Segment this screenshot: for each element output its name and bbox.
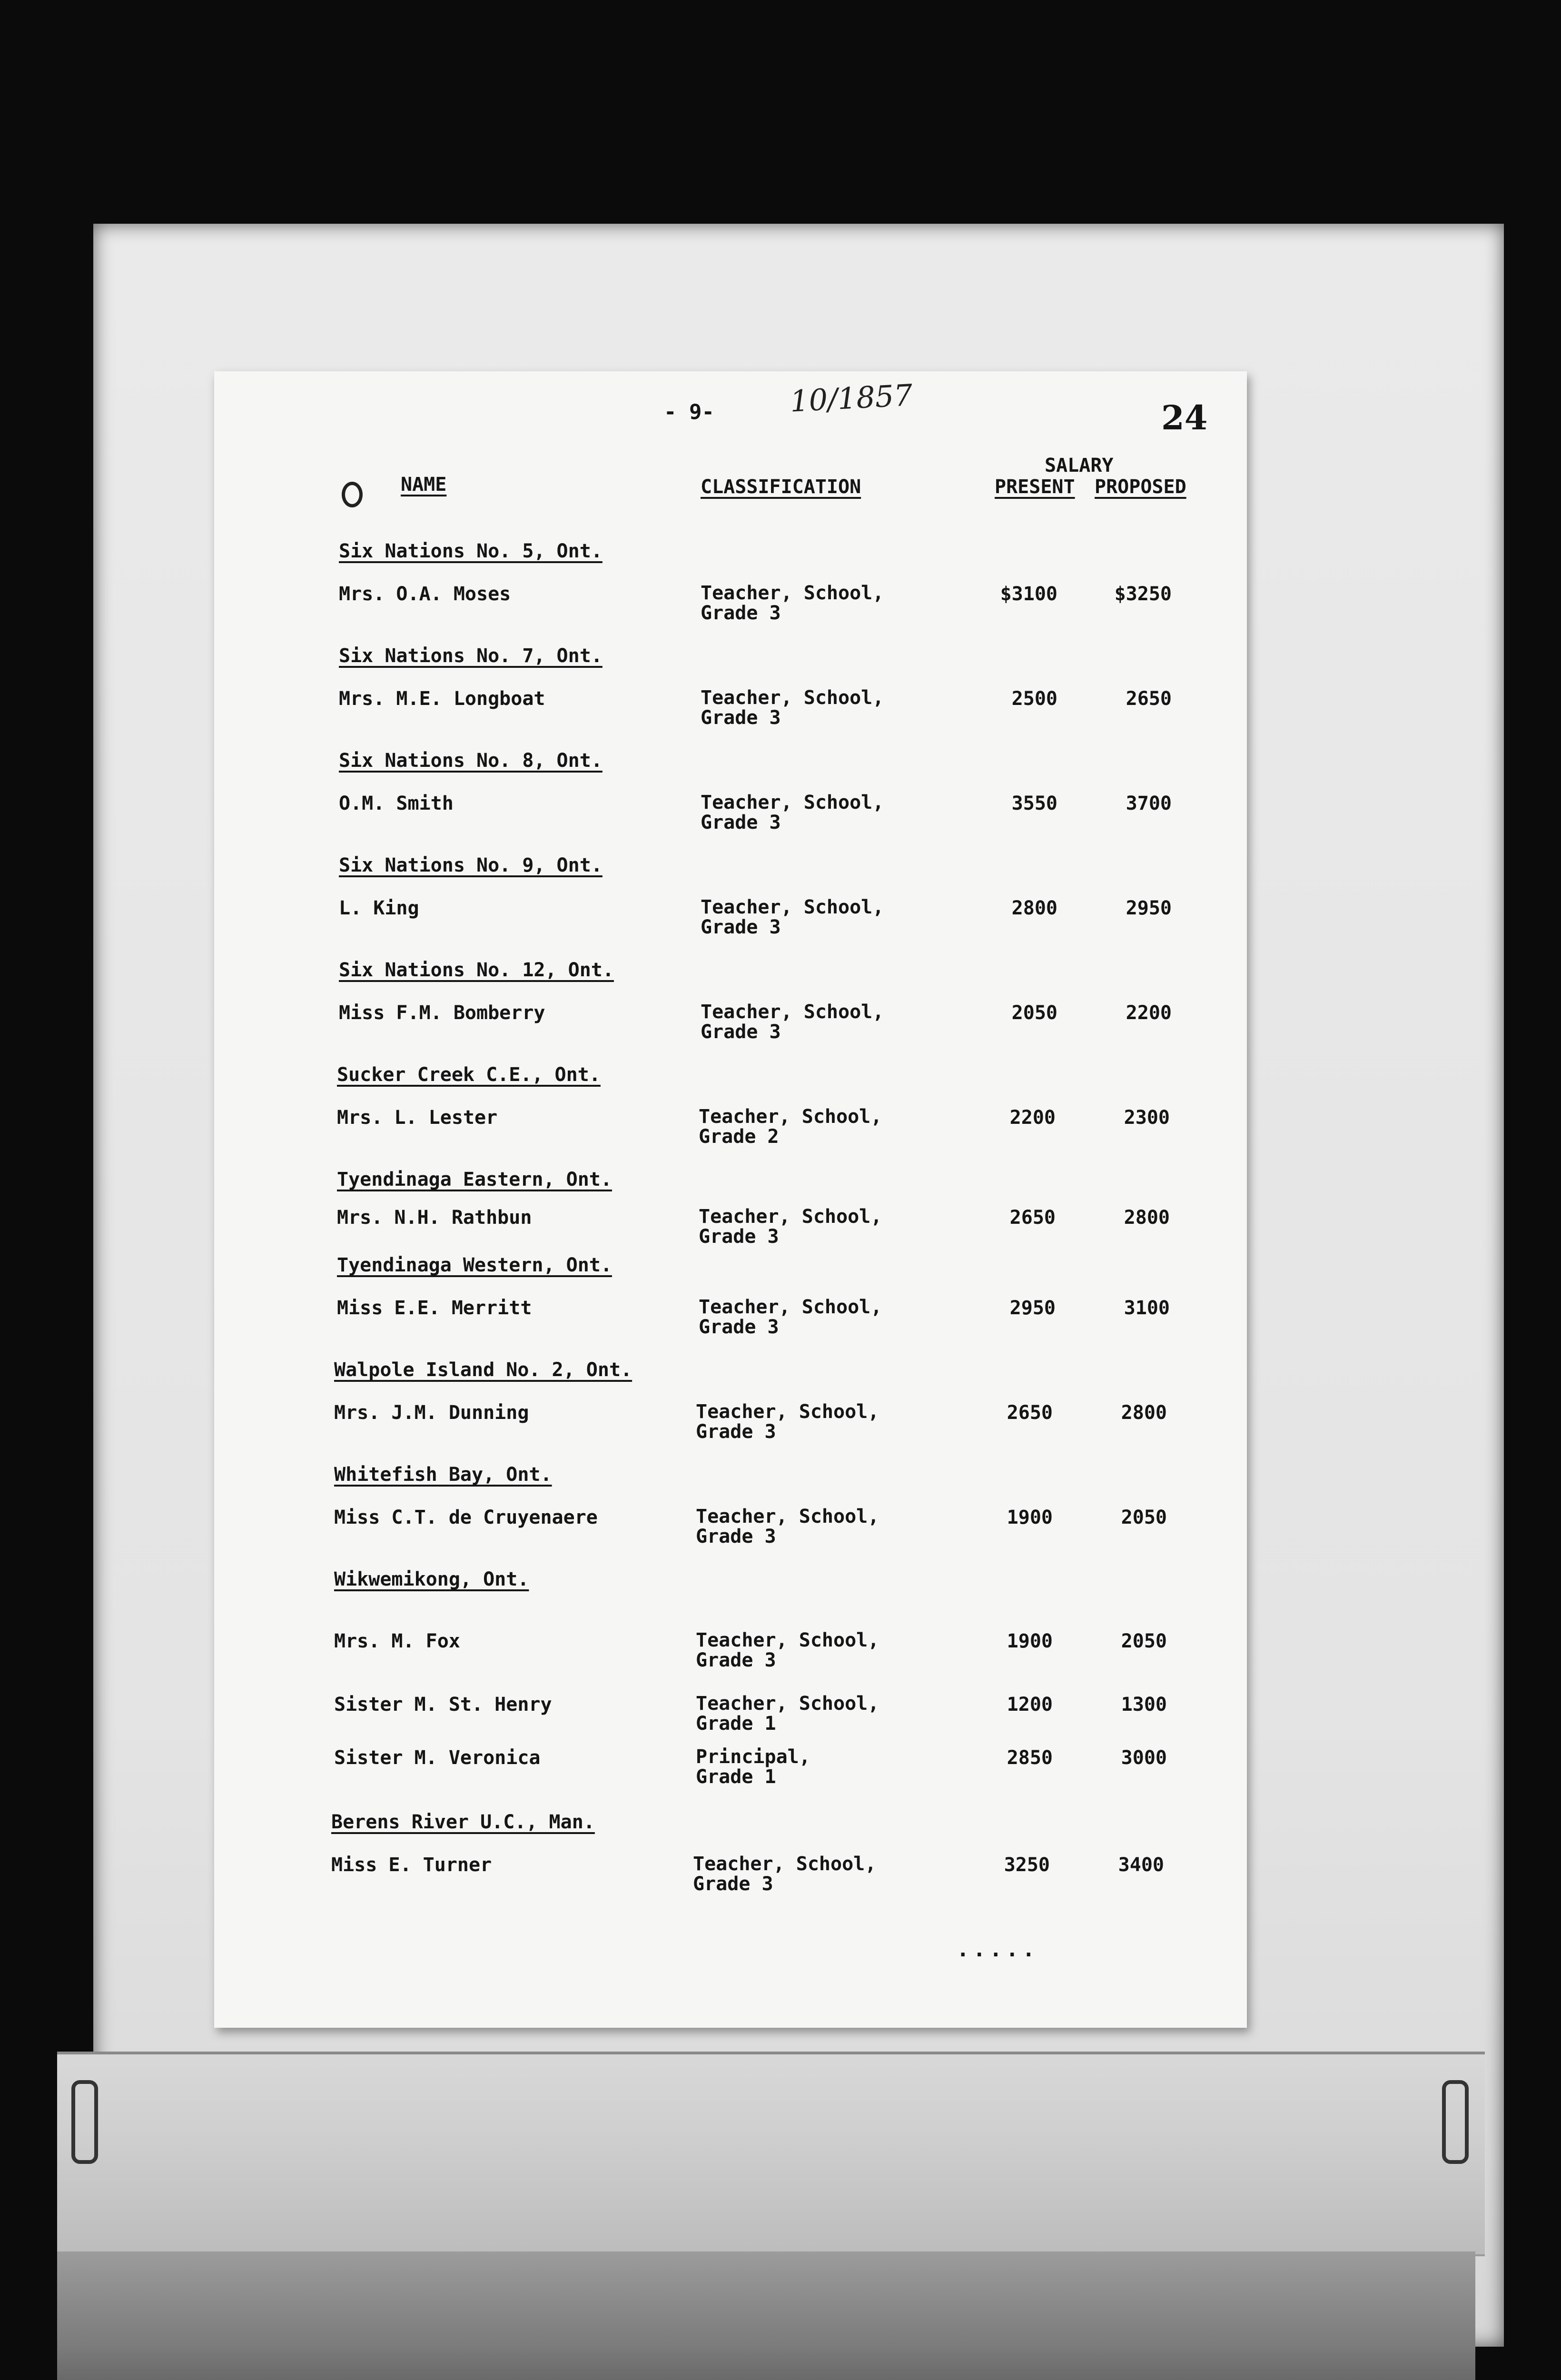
classification-cell bbox=[696, 1694, 879, 1734]
section-heading: Six Nations No. 12, Ont. bbox=[339, 959, 614, 981]
classification-title: Teacher, School, bbox=[701, 896, 884, 918]
present-salary: 1900 bbox=[1007, 1507, 1053, 1528]
classification-title: Teacher, School, bbox=[699, 1206, 882, 1228]
classification-cell bbox=[701, 688, 884, 728]
proposed-salary: $3250 bbox=[1114, 583, 1172, 605]
classification-title: Teacher, School, bbox=[696, 1401, 879, 1423]
employee-name: O.M. Smith bbox=[339, 793, 454, 814]
section-heading: Whitefish Bay, Ont. bbox=[334, 1464, 552, 1486]
employee-name: Sister M. St. Henry bbox=[334, 1694, 552, 1716]
employee-name: Miss E.E. Merritt bbox=[337, 1297, 532, 1319]
classification-grade: Grade 3 bbox=[701, 812, 781, 833]
employee-name: Miss F.M. Bomberry bbox=[339, 1002, 545, 1024]
classification-cell bbox=[696, 1402, 879, 1442]
section-heading: Six Nations No. 5, Ont. bbox=[339, 540, 603, 562]
page-number: - 9- bbox=[664, 400, 714, 424]
classification-cell bbox=[701, 897, 884, 937]
classification-grade: Grade 3 bbox=[701, 916, 781, 938]
header-name: NAME bbox=[401, 474, 447, 496]
present-salary: 2850 bbox=[1007, 1747, 1053, 1769]
proposed-salary: 1300 bbox=[1121, 1694, 1167, 1716]
classification-cell bbox=[696, 1747, 810, 1787]
classification-cell bbox=[693, 1854, 876, 1894]
present-salary: 2650 bbox=[1007, 1402, 1053, 1424]
employee-name: Mrs. J.M. Dunning bbox=[334, 1402, 529, 1424]
header-classification: CLASSIFICATION bbox=[701, 476, 861, 498]
employee-name: L. King bbox=[339, 897, 419, 919]
section-heading: Tyendinaga Western, Ont. bbox=[337, 1254, 612, 1276]
proposed-salary: 2950 bbox=[1126, 897, 1172, 919]
classification-cell bbox=[701, 583, 884, 623]
header-proposed: PROPOSED bbox=[1095, 476, 1186, 498]
classification-grade: Grade 3 bbox=[699, 1316, 779, 1338]
classification-title: Teacher, School, bbox=[699, 1106, 882, 1128]
classification-grade: Grade 3 bbox=[696, 1526, 776, 1547]
employee-name: Sister M. Veronica bbox=[334, 1747, 541, 1769]
classification-cell bbox=[699, 1297, 882, 1337]
classification-grade: Grade 3 bbox=[699, 1226, 779, 1248]
present-salary: $3100 bbox=[1000, 583, 1057, 605]
section-heading: Wikwemikong, Ont. bbox=[334, 1568, 529, 1590]
employee-name: Miss E. Turner bbox=[331, 1854, 492, 1876]
classification-cell bbox=[701, 793, 884, 833]
classification-cell bbox=[701, 1002, 884, 1042]
classification-title: Teacher, School, bbox=[701, 582, 884, 604]
section-heading: Six Nations No. 7, Ont. bbox=[339, 645, 603, 667]
section-heading: Six Nations No. 9, Ont. bbox=[339, 854, 603, 876]
classification-grade: Grade 3 bbox=[701, 602, 781, 624]
classification-title: Teacher, School, bbox=[701, 792, 884, 813]
present-salary: 2200 bbox=[1009, 1107, 1056, 1129]
section-heading: Berens River U.C., Man. bbox=[331, 1811, 595, 1833]
lower-board bbox=[57, 2251, 1475, 2380]
classification-grade: Grade 3 bbox=[701, 1021, 781, 1043]
employee-name: Mrs. O.A. Moses bbox=[339, 583, 511, 605]
classification-cell bbox=[699, 1107, 882, 1147]
proposed-salary: 3400 bbox=[1118, 1854, 1164, 1876]
present-salary: 2800 bbox=[1011, 897, 1057, 919]
employee-name: Mrs. L. Lester bbox=[337, 1107, 498, 1129]
classification-title: Principal, bbox=[696, 1746, 810, 1768]
proposed-salary: 3000 bbox=[1121, 1747, 1167, 1769]
classification-title: Teacher, School, bbox=[696, 1629, 879, 1651]
classification-title: Teacher, School, bbox=[699, 1296, 882, 1318]
proposed-salary: 2800 bbox=[1121, 1402, 1167, 1424]
proposed-salary: 2300 bbox=[1124, 1107, 1170, 1129]
proposed-salary: 2800 bbox=[1124, 1207, 1170, 1229]
proposed-salary: 2650 bbox=[1126, 688, 1172, 710]
header-present: PRESENT bbox=[995, 476, 1075, 498]
classification-title: Teacher, School, bbox=[693, 1853, 877, 1875]
present-salary: 3550 bbox=[1011, 793, 1057, 814]
proposed-salary: 2050 bbox=[1121, 1630, 1167, 1652]
present-salary: 2050 bbox=[1011, 1002, 1057, 1024]
classification-cell bbox=[696, 1507, 879, 1547]
employee-name: Mrs. N.H. Rathbun bbox=[337, 1207, 532, 1229]
section-heading: Walpole Island No. 2, Ont. bbox=[334, 1359, 632, 1381]
present-salary: 2500 bbox=[1011, 688, 1057, 710]
employee-name: Mrs. M.E. Longboat bbox=[339, 688, 545, 710]
handwritten-reference: 10/1857 bbox=[789, 377, 914, 419]
punch-hole-icon bbox=[342, 482, 363, 507]
classification-cell bbox=[696, 1630, 879, 1670]
employee-name: Miss C.T. de Cruyenaere bbox=[334, 1507, 598, 1528]
proposed-salary: 2200 bbox=[1126, 1002, 1172, 1024]
present-salary: 2650 bbox=[1009, 1207, 1056, 1229]
proposed-salary: 2050 bbox=[1121, 1507, 1167, 1528]
typed-page bbox=[214, 371, 1247, 2028]
classification-title: Teacher, School, bbox=[701, 1001, 884, 1023]
employee-name: Mrs. M. Fox bbox=[334, 1630, 460, 1652]
classification-grade: Grade 2 bbox=[699, 1126, 779, 1148]
classification-grade: Grade 3 bbox=[696, 1421, 776, 1443]
folio-number: 24 bbox=[1161, 398, 1208, 437]
clip-band bbox=[57, 2052, 1485, 2256]
binder-clip-icon bbox=[71, 2080, 98, 2164]
section-heading: Tyendinaga Eastern, Ont. bbox=[337, 1169, 612, 1190]
present-salary: 3250 bbox=[1004, 1854, 1050, 1876]
proposed-salary: 3100 bbox=[1124, 1297, 1170, 1319]
present-salary: 1200 bbox=[1007, 1694, 1053, 1716]
classification-grade: Grade 3 bbox=[693, 1873, 773, 1895]
section-heading: Sucker Creek C.E., Ont. bbox=[337, 1064, 601, 1086]
proposed-salary: 3700 bbox=[1126, 793, 1172, 814]
header-salary: SALARY bbox=[1045, 455, 1114, 476]
classification-grade: Grade 3 bbox=[696, 1649, 776, 1671]
classification-cell bbox=[699, 1207, 882, 1247]
classification-title: Teacher, School, bbox=[696, 1693, 879, 1715]
present-salary: 2950 bbox=[1009, 1297, 1056, 1319]
classification-title: Teacher, School, bbox=[701, 687, 884, 709]
section-heading: Six Nations No. 8, Ont. bbox=[339, 750, 603, 772]
present-salary: 1900 bbox=[1007, 1630, 1053, 1652]
classification-title: Teacher, School, bbox=[696, 1506, 879, 1527]
classification-grade: Grade 1 bbox=[696, 1713, 776, 1735]
classification-grade: Grade 1 bbox=[696, 1766, 776, 1788]
continuation-dots: ..... bbox=[957, 1937, 1039, 1962]
classification-grade: Grade 3 bbox=[701, 707, 781, 729]
binder-clip-icon bbox=[1442, 2080, 1469, 2164]
